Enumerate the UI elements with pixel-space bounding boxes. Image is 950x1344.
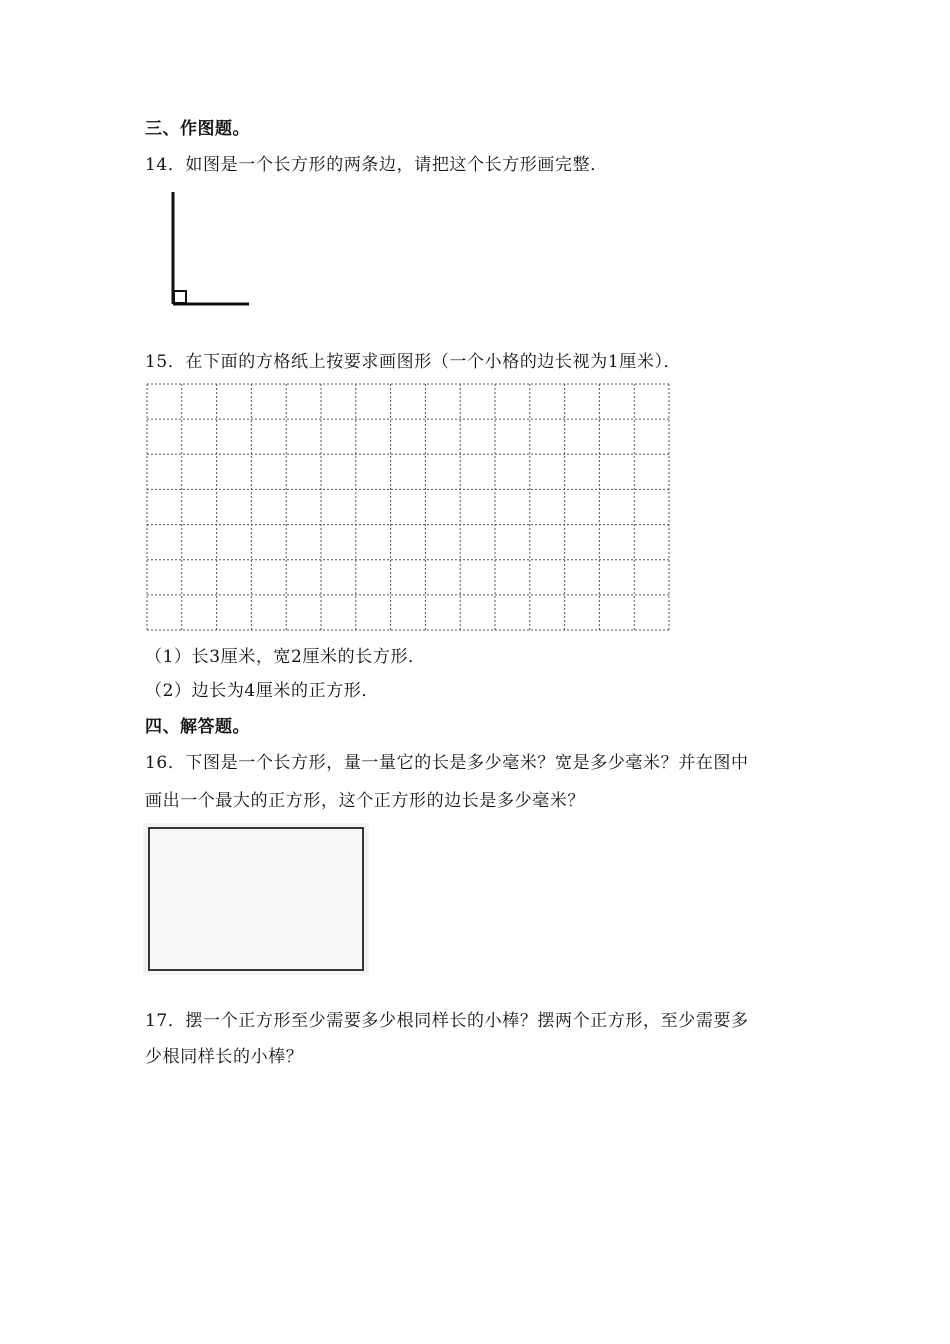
right-angle-marker — [174, 291, 186, 303]
question-17-line-2: 少根同样长的小棒？ — [145, 1047, 304, 1067]
question-15-part-2: （2）边长为4厘米的正方形． — [145, 681, 380, 701]
question-15-part-1: （1）长3厘米，宽2厘米的长方形． — [145, 647, 426, 667]
rectangle-outline — [149, 828, 363, 970]
section-3-heading: 三、作图题。 — [145, 119, 250, 139]
grid-paper — [145, 382, 671, 632]
question-17-line-1: 17．摆一个正方形至少需要多少根同样长的小棒？摆两个正方形，至少需要多 — [145, 1011, 749, 1031]
question-16-line-1: 16．下图是一个长方形，量一量它的长是多少毫米？宽是多少毫米？并在图中 — [145, 753, 749, 773]
question-16-line-2: 画出一个最大的正方形，这个正方形的边长是多少毫米？ — [145, 791, 585, 811]
rectangle-figure — [143, 823, 369, 975]
section-4-heading: 四、解答题。 — [145, 717, 250, 737]
question-15-text: 15．在下面的方格纸上按要求画图形（一个小格的边长视为1厘米）． — [145, 352, 682, 372]
question-14-text: 14．如图是一个长方形的两条边，请把这个长方形画完整． — [145, 155, 608, 175]
rectangle-two-sides-figure — [165, 190, 255, 310]
